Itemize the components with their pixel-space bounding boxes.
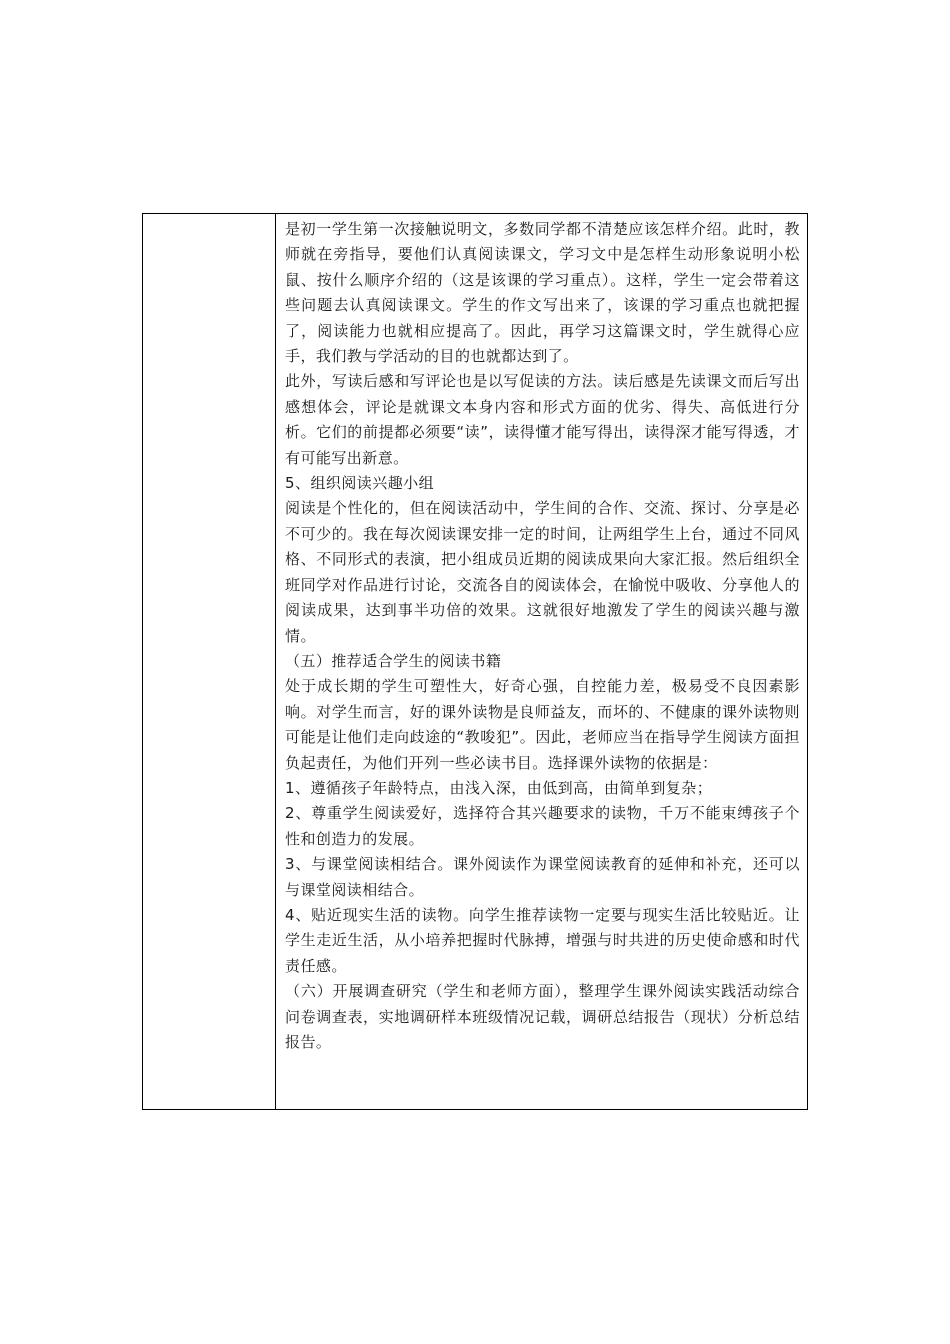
paragraph-reading-group: 阅读是个性化的，但在阅读活动中，学生间的合作、交流、探讨、分享是必不可少的。我在每次阅读课安排一定的时间，让两组学生上台，通过不同风格、不同形式的表演，把小组成员近期的阅读成果向大家汇报。然后组织全班同学对作品进行讨论，交流各自的阅读体会，在愉悦中吸收、分享他人的阅读成果，达到事半功倍的效果。这就很好地激发了学生的阅读兴趣与激情。 [285,499,800,645]
paragraph-survey-research: （六）开展调查研究（学生和老师方面），整理学生课外阅读实践活动综合问卷调查表，实地调研样本班级情况记载，调研总结报告（现状）分析总结报告。 [285,982,800,1051]
list-item-4: 4、贴近现实生活的读物。向学生推荐读物一定要与现实生活比较贴近。让学生走近生活，从小培养把握时代脉搏，增强与时共进的历史使命感和时代责任感。 [285,905,800,975]
paragraph-intro-continuation: 是初一学生第一次接触说明文，多数同学都不清楚应该怎样介绍。此时，教师就在旁指导，要他们认真阅读课文，学习文中是怎样生动形象说明小松鼠、按什么顺序介绍的（这是该课的学习重点）。这样，学生一定会带着这些问题去认真阅读课文。学生的作文写出来了，该课的学习重点也就把握了，阅读能力也就相应提高了。因此，再学习这篇课文时，学生就得心应手，我们教与学活动的目的也就都达到了。 [285,220,800,366]
paragraph-recommend-books: 处于成长期的学生可塑性大，好奇心强，自控能力差，极易受不良因素影响。对学生而言，好的课外读物是良师益友，而坏的、不健康的课外读物则可能是让他们走向歧途的“教唆犯”。因此，老师应当在指导学生阅读方面担负起责任，为他们开列一些必读书目。选择课外读物的依据是： [285,677,800,772]
heading-recommend-books: （五）推荐适合学生的阅读书籍 [285,651,502,670]
document-table [142,213,808,1110]
list-item-2: 2、尊重学生阅读爱好，选择符合其兴趣要求的读物，千万不能束缚孩子个性和创造力的发展。 [285,804,800,848]
list-item-1: 1、遵循孩子年龄特点，由浅入深，由低到高，由简单到复杂； [285,778,713,797]
paragraph-writing-promotes-reading: 此外，写读后感和写评论也是以写促读的方法。读后感是先读课文而后写出感想体会，评论是就课文本身内容和形式方面的优劣、得失、高低进行分析。它们的前提都必须要“读”，读得懂才能写得出，读得深才能写得透，才有可能写出新意。 [285,372,800,467]
table-content-cell [276,214,807,1109]
list-item-3: 3、与课堂阅读相结合。课外阅读作为课堂阅读教育的延伸和补充，还可以与课堂阅读相结合。 [285,855,800,899]
table-left-cell [143,214,276,1109]
heading-reading-interest-group: 5、组织阅读兴趣小组 [285,474,435,493]
